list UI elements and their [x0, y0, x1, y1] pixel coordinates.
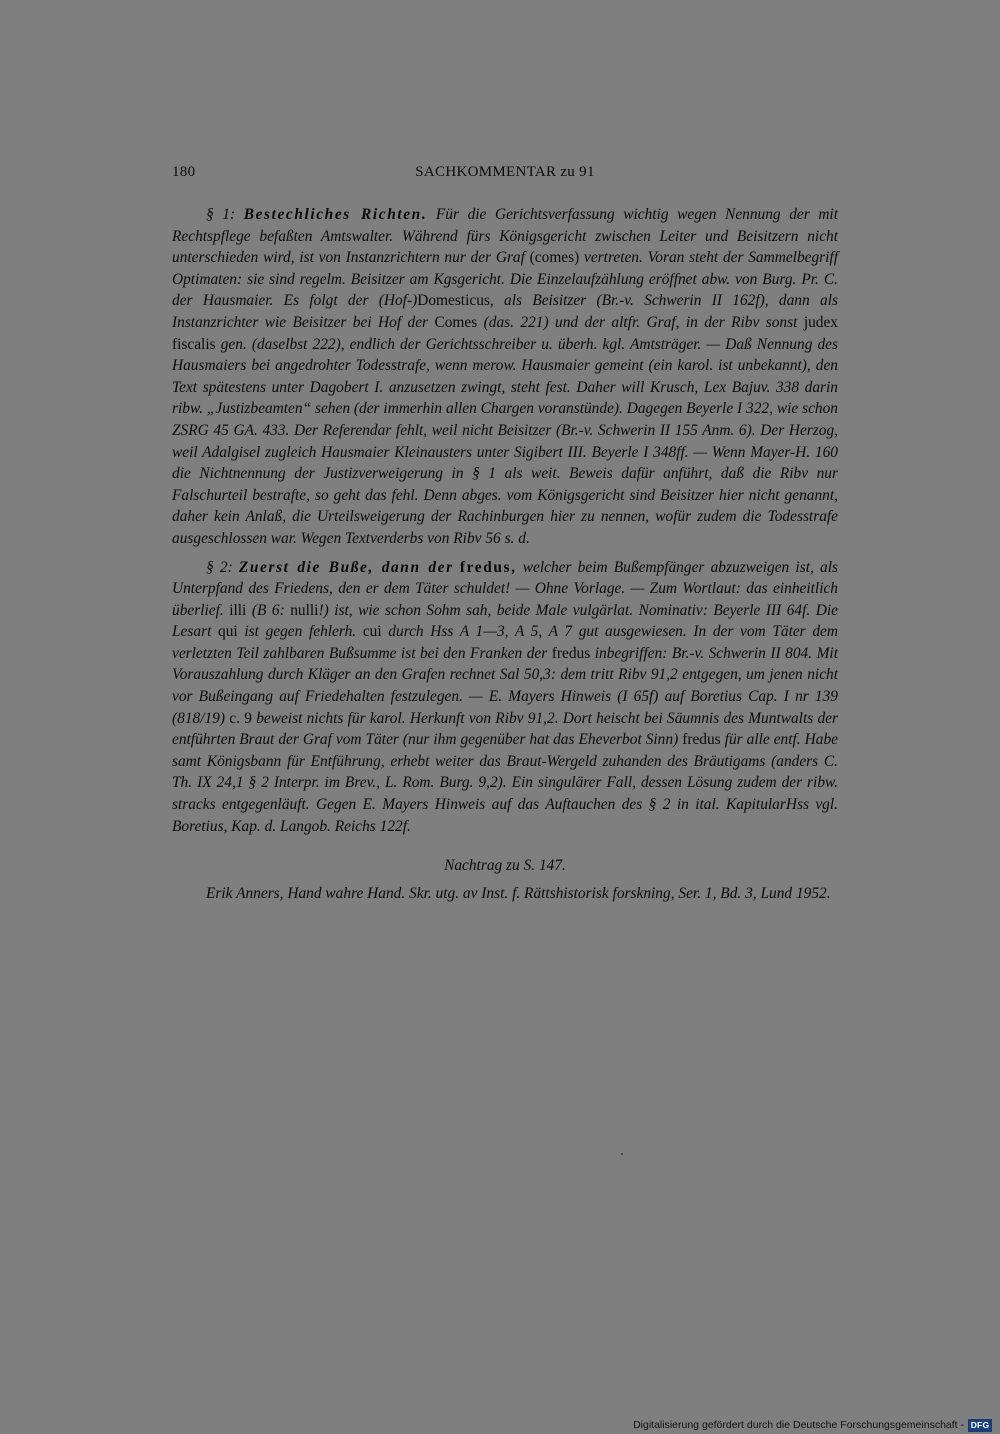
scan-speck: [621, 1153, 623, 1155]
supplement-title: Nachtrag zu S. 147.: [444, 857, 566, 875]
term-fredus: fredus: [682, 731, 721, 749]
term-cui: cui: [362, 623, 382, 641]
section-2-text: beweist nichts für karol. Herkunft von Ribv 91,2. Dort heischt bei Säumnis des Muntwalts der entführten Braut der Graf vom Täter (nur ihm gegenüber hat das Eheverbot Sinn): [172, 709, 838, 749]
term-c9: c. 9: [229, 709, 252, 727]
dfg-logo: DFG: [968, 1419, 992, 1432]
term-comes: (comes): [529, 249, 580, 267]
term-qui: qui: [218, 623, 238, 641]
term-fredus: fredus,: [459, 558, 517, 576]
section-2-text: für alle entf. Habe samt Königsbann für Entführung, erhebt weiter das Braut-Wergeld zuhanden des Bräutigams (anders C. Th. IX 24,1 § 2 Interpr. im Brev., L. Rom. Burg. 9,2). Ein singulärer Fall, dessen Lösung zudem der ribw. stracks entgegenläuft. Gegen E. Mayers Hinweis auf das Auftauchen des § 2 in ital. KapitularHss vgl. Boretius, Kap. d. Langob. Reichs 122f.: [172, 731, 838, 835]
section-1-text: gen. (daselbst 222), endlich der Gerichtsschreiber u. überh. kgl. Amtsträger. — Daß Nennung des Hausmaiers bei angedrohter Todesstrafe, wenn merow. Hausmaier gemeint (ein karol. ist unbekannt), den Text spätestens unter Dagobert I. anzusetzen zwingt, steht fest. Daher will Krusch, Lex Bajuv. 338 darin ribw. „Justizbeamten“ sehen (der immerhin allen Chargen voranstünde). Dagegen Beyerle I 322, wie schon ZSRG 45 GA. 433. Der Referendar fehlt, weil nicht Beisitzer (Br.-v. Schwerin II 155 Anm. 6). Der Herzog, weil Adalgisel zugleich Hausmaier Kleinausters unter Sigibert III. Beyerle I 348ff. — Wenn Mayer-H. 160 die Nichtnennung der Justizverweigerung in § 1 als weit. Beweis dafür anführt, daß die Ribv nur Falschurteil bestrafte, so geht das fehl. Denn abges. vom Königsgericht sind Beisitzer hier nicht genannt, daher kein Anlaß, die Urteilsweigerung der Rachinburgen hier zu nennen, wofür zudem die Todesstrafe ausgeschlossen war. Wegen Textverderbs von Ribv 56 s. d.: [172, 335, 838, 547]
section-1-text: vertreten. Voran steht der Sammelbegriff Optimaten: sie sind regelm. Beisitzer am Kgsgericht. Die Einzelaufzählung eröffnet abw. von Burg. Pr. C. der Hausmaier. Es folgt der (Hof-): [172, 249, 838, 310]
section-1-label: § 1:: [206, 206, 236, 223]
term-fredus: fredus: [551, 644, 591, 662]
section-2-label: § 2:: [206, 558, 233, 576]
supplement-text: Erik Anners, Hand wahre Hand. Skr. utg. av Inst. f. Rättshistorisk forskning, Ser. 1, Bd. 3, Lund 1952.: [206, 885, 831, 903]
section-2-text: welcher beim Bußempfänger abzuzweigen ist, als Unterpfand des Friedens, den er dem Täter schuldet! — Ohne Vorlage. — Zum Wortlaut: das einheitlich überlief.: [172, 558, 838, 619]
section-2-text: !) ist, wie schon Sohm sah, beide Male vulgärlat. Nominativ: Beyerle III 64f. Die Lesart: [172, 601, 838, 641]
section-2-text: inbegriffen: Br.-v. Schwerin II 804. Mit Vorauszahlung durch Kläger an den Grafen rechnet Sal 50,3: dem tritt Ribv 91,2 entgegen, um jenen nicht vor Bußeingang auf Friedehalten festzulegen. — E. Mayers Hinweis (I 65f) auf Boretius Cap. I nr 139 (818/19): [172, 644, 838, 727]
term-illi: illi: [229, 601, 247, 619]
section-1-heading: Bestechliches Richten.: [243, 206, 428, 223]
digitization-credit: Digitalisierung gefördert durch die Deutsche Forschungsgemeinschaft -: [633, 1419, 964, 1431]
section-1-text: Für die Gerichtsverfassung wichtig wegen Nennung der mit Rechtspflege befaßten Amtswalter. Während fürs Königsgericht zwischen Leiter und Beisitzern nicht unterschieden wird, ist von Instanzrichtern nur der Graf: [172, 206, 838, 267]
paragraph-section-2: [172, 557, 838, 838]
paragraph-section-1: [172, 204, 838, 550]
section-2-heading: Zuerst die Buße, dann der: [238, 558, 454, 576]
section-2-text: (B 6:: [251, 601, 285, 619]
term-judex-fiscalis: judex fiscalis: [172, 313, 839, 353]
page-number: 180: [172, 164, 196, 180]
section-2-text: durch Hss A 1—3, A 5, A 7 gut ausgewiesen. In der vom Täter dem verletzten Teil zahlbaren Bußsumme ist bei den Franken der: [172, 623, 838, 662]
term-comes: Comes: [434, 313, 478, 331]
running-head: [172, 160, 838, 188]
section-1-text: als Beisitzer (Br.-v. Schwerin II 162f), dann als Instanzrichter wie Beisitzer bei Hof der: [172, 292, 838, 331]
section-2-text: ist gegen fehlerh.: [244, 623, 357, 641]
running-title: SACHKOMMENTAR zu 91: [415, 164, 595, 180]
document-page: [172, 160, 838, 905]
section-1-text: (das. 221) und der altfr. Graf, in der Ribv sonst: [483, 313, 798, 331]
term-nulli: nulli: [290, 601, 319, 619]
term-domesticus: Domesticus,: [417, 292, 494, 310]
